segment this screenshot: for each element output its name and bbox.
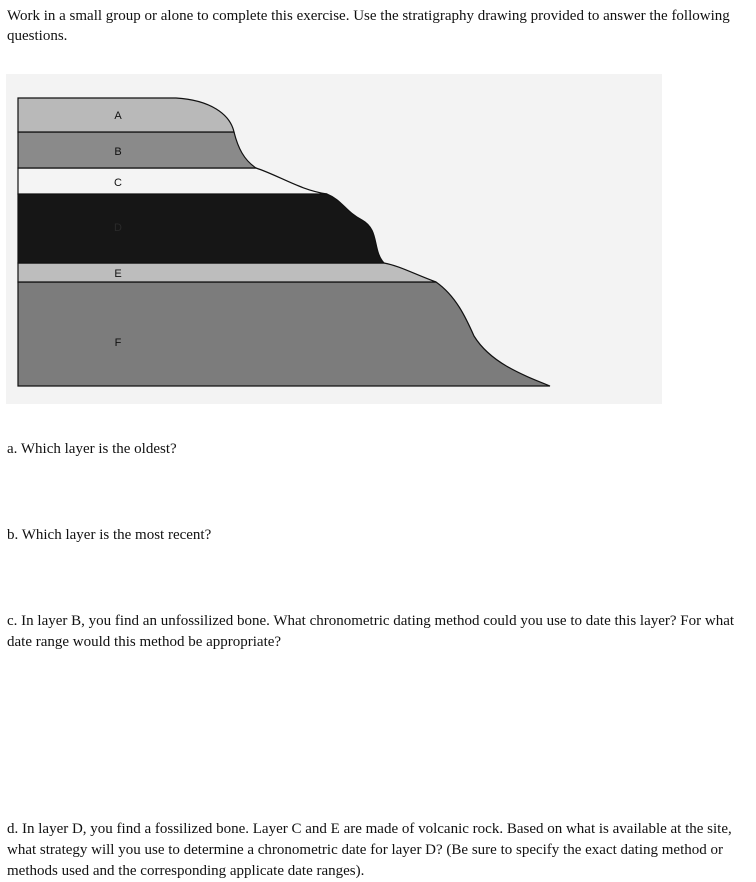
- question-c: c. In layer B, you find an unfossilized bone. What chronometric dating method could you use to date this layer? For what date range would this method be appropriate?: [7, 613, 735, 650]
- layer-f: [18, 282, 550, 386]
- layer-b-label: B: [114, 146, 122, 158]
- layer-c: [18, 168, 327, 194]
- layer-d: [18, 194, 384, 263]
- instructions-text: Work in a small group or alone to complete this exercise. Use the stratigraphy drawing provided to answer the following questions.: [7, 8, 730, 44]
- layer-f-label: F: [114, 337, 122, 349]
- layer-e: [18, 263, 436, 282]
- layer-c-label: C: [114, 177, 122, 189]
- layer-e-label: E: [114, 268, 122, 280]
- question-b: b. Which layer is the most recent?: [7, 527, 212, 543]
- layer-d-label: D: [114, 222, 122, 234]
- layer-a-label: A: [114, 110, 122, 122]
- question-a: a. Which layer is the oldest?: [7, 441, 177, 457]
- layer-a: [18, 98, 234, 132]
- question-d: d. In layer D, you find a fossilized bone. Layer C and E are made of volcanic rock. Based on what is available at the site, what strategy will you use to determine a chronometric date for layer D? (Be sure to specify the exact dating method or methods used and the corresponding applicate date ranges).: [7, 821, 732, 879]
- layer-b: [18, 132, 256, 168]
- stratigraphy-diagram: [0, 0, 756, 420]
